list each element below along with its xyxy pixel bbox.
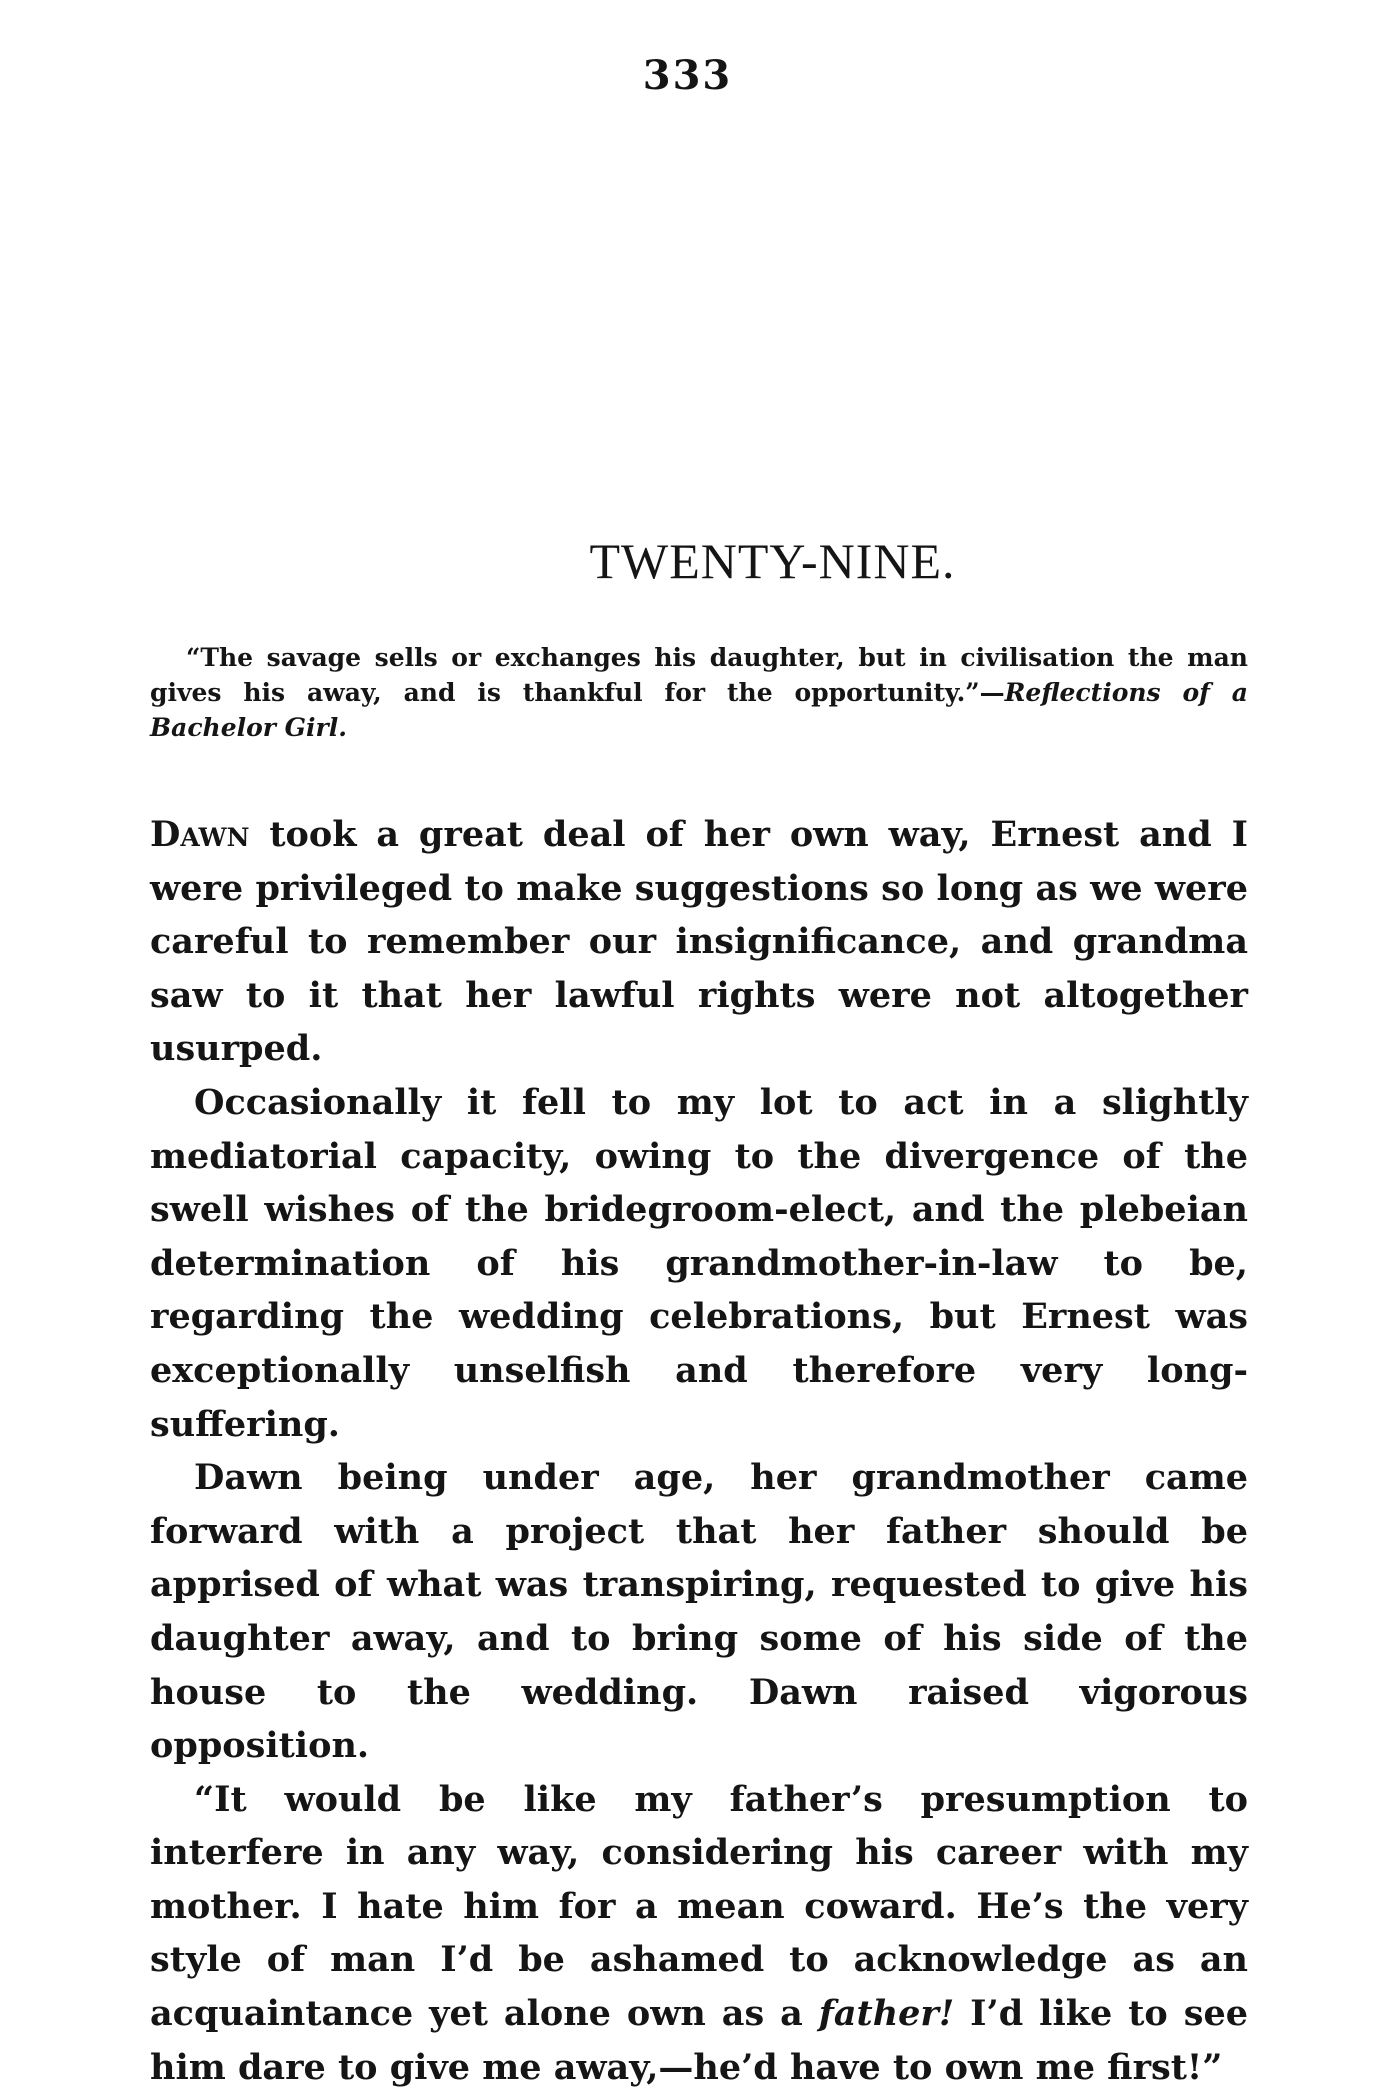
paragraph-4-text-end: I’d like to see him dare to give me away,—he’d have to own me first!” [150,1993,1248,2088]
paragraph-4 [150,1773,1248,2094]
paragraph-1-text: took a great deal of her own way, Ernest and I were privileged to make suggestions so long as we were careful to remember our insignificance, and grandma saw to it that her lawful rights were not altogether usurped. [150,814,1248,1070]
paragraph-2: Occasionally it fell to my lot to act in a slightly mediatorial capacity, owing to the divergence of the swell wishes of the bridegroom-elect, and the plebeian determination of his grandmother-in-law to be, regarding the wedding celebrations, but Ernest was exceptionally unselfish and therefore very long-suffering. [150,1081,1248,1445]
chapter-title: TWENTY-NINE. [589,533,956,589]
epigraph [150,640,1248,745]
paragraph-1 [150,808,1248,1076]
page-number: 333 [642,52,733,99]
epigraph-quote: “The savage sells or exchanges his daughter, but in civilisation the man gives his away, and is thankful for the opportunity.”— [150,643,1248,707]
paragraph-lead-word: Dawn [150,814,250,855]
epigraph-source: Reflections of a Bachelor Girl. [150,678,1248,742]
paragraph-4-text-start: “It would be like my father’s presumption to interfere in any way, considering his career with my mother. I hate him for a mean coward. He’s the very style of man I’d be ashamed to acknowledge as an acquaintance yet alone own as a [150,1778,1248,2035]
paragraph-3: Dawn being under age, her grandmother came forward with a project that her father should be apprised of what was transpiring, requested to give his daughter away, and to bring some of his side of the house to the wedding. Dawn raised vigorous opposition. [150,1457,1248,1767]
emphasized-word: father! [818,1993,955,2035]
chapter-body [150,808,1248,2094]
